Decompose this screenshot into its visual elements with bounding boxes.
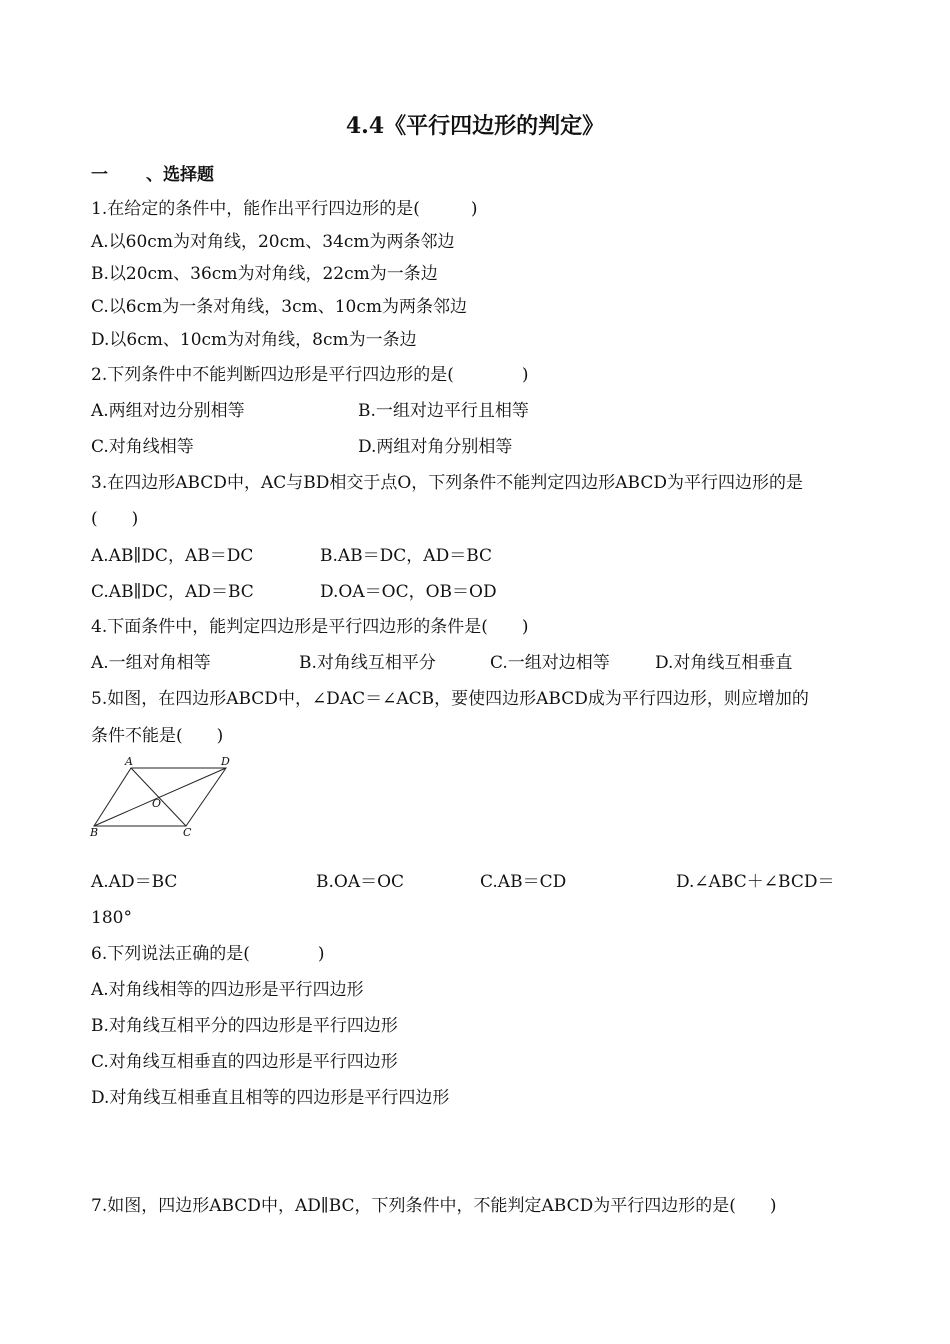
question-3-option-c: C.AB∥DC，AD＝BC [91, 582, 254, 602]
question-1-option-c: C.以6cm为一条对角线，3cm、10cm为两条邻边 [91, 297, 467, 317]
question-5-option-d: D.∠ABC＋∠BCD＝ [676, 872, 835, 892]
section-heading: 、选择题 [146, 165, 214, 185]
question-3-option-a: A.AB∥DC，AB＝DC [91, 546, 254, 566]
page-title: 4.4《平行四边形的判定》 [345, 113, 605, 139]
question-7-stem: 7.如图，四边形ABCD中，AD∥BC，下列条件中，不能判定ABCD为平行四边形的是( ) [91, 1196, 777, 1216]
question-2-option-c: C.对角线相等 [91, 437, 194, 457]
question-5-stem-continued: 条件不能是( ) [91, 726, 224, 746]
question-2-option-a: A.两组对边分别相等 [91, 401, 245, 421]
question-2-option-b: B.一组对边平行且相等 [358, 401, 529, 421]
question-4-option-d: D.对角线互相垂直 [655, 653, 793, 673]
question-5-stem: 5.如图，在四边形ABCD中，∠DAC＝∠ACB，要使四边形ABCD成为平行四边形，则应增加的 [91, 689, 809, 709]
question-6-option-a: A.对角线相等的四边形是平行四边形 [91, 980, 364, 1000]
question-5-option-b: B.OA＝OC [316, 872, 405, 892]
section-number: 一 [91, 165, 108, 185]
label-d: D [221, 755, 230, 768]
question-5-option-a: A.AD＝BC [91, 872, 178, 892]
question-2-stem: 2.下列条件中不能判断四边形是平行四边形的是( ) [91, 365, 529, 385]
question-5-option-d-continued: 180° [91, 908, 132, 928]
question-4-option-a: A.一组对角相等 [91, 653, 211, 673]
question-3-option-d: D.OA＝OC，OB＝OD [320, 582, 497, 602]
question-1-option-d: D.以6cm、10cm为对角线，8cm为一条边 [91, 330, 417, 350]
label-a: A [125, 755, 133, 768]
question-6-option-c: C.对角线互相垂直的四边形是平行四边形 [91, 1052, 398, 1072]
question-1-option-a: A.以60cm为对角线，20cm、34cm为两条邻边 [91, 232, 455, 252]
question-6-option-d: D.对角线互相垂直且相等的四边形是平行四边形 [91, 1088, 450, 1108]
label-c: C [183, 826, 192, 839]
question-4-option-b: B.对角线互相平分 [299, 653, 436, 673]
label-o: O [152, 797, 162, 810]
label-b: B [90, 826, 99, 839]
parallelogram-figure [88, 752, 238, 842]
question-4-option-c: C.一组对边相等 [490, 653, 610, 673]
question-1-option-b: B.以20cm、36cm为对角线，22cm为一条边 [91, 264, 438, 284]
question-3-stem: 3.在四边形ABCD中，AC与BD相交于点O，下列条件不能判定四边形ABCD为平行四边形的是 [91, 473, 804, 493]
question-4-stem: 4.下面条件中，能判定四边形是平行四边形的条件是( ) [91, 617, 529, 637]
question-6-option-b: B.对角线互相平分的四边形是平行四边形 [91, 1016, 398, 1036]
question-2-option-d: D.两组对角分别相等 [358, 437, 513, 457]
question-5-option-c: C.AB＝CD [480, 872, 567, 892]
question-1-stem: 1.在给定的条件中，能作出平行四边形的是( ) [91, 199, 478, 219]
question-3-stem-continued: ( ) [91, 509, 139, 529]
question-3-option-b: B.AB＝DC，AD＝BC [320, 546, 493, 566]
question-6-stem: 6.下列说法正确的是( ) [91, 944, 325, 964]
